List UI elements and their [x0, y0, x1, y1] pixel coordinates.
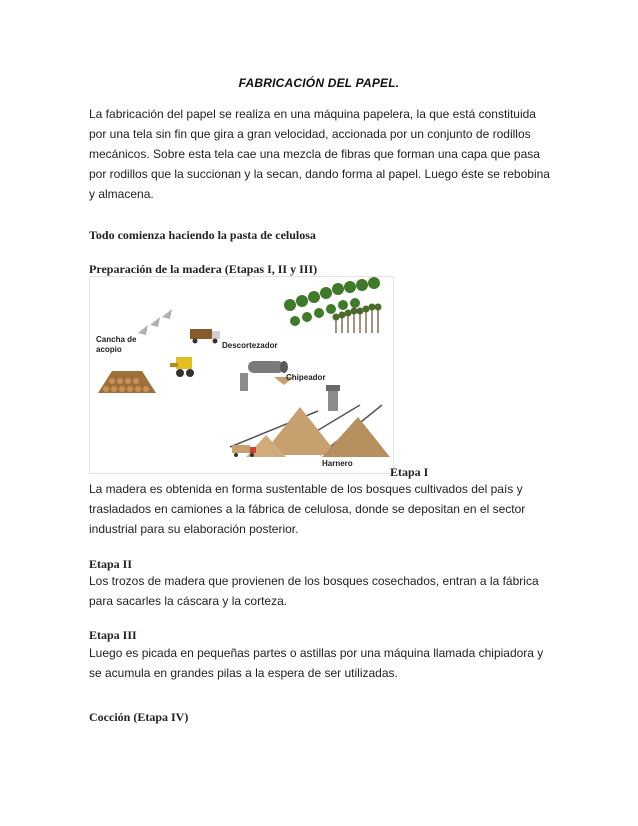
section-heading-pasta: Todo comienza haciendo la pasta de celulosa	[89, 228, 316, 242]
intro-paragraph	[89, 104, 559, 204]
intro-line: por rodillos que la succionan y la secan, dando forma al papel. Luego éste se rebobina	[89, 167, 550, 181]
label-harnero: Harnero	[322, 459, 353, 468]
chipper-machine	[326, 385, 340, 411]
label-cancha-line: acopio	[96, 345, 122, 354]
label-cancha-acopio	[96, 335, 136, 355]
intro-line: La fabricación del papel se realiza en una máquina papelera, la que está constituida	[89, 107, 536, 121]
intro-line: por una tela sin fin que gira a gran velocidad, accionada por un conjunto de rodillos	[89, 127, 531, 141]
etapa-3-line: se acumula en grandes pilas a la espera de ser utilizadas.	[89, 666, 398, 680]
etapa-2-line: para sacarles la cáscara y la corteza.	[89, 594, 288, 608]
diagram-illustration	[90, 277, 393, 473]
label-cancha-line: Cancha de	[96, 335, 137, 344]
intro-line: mecánicos. Sobre esta tela cae una mezcla de fibras que forman una capa que pasa	[89, 147, 540, 161]
small-truck	[232, 445, 256, 457]
etapa-1-caption: Etapa I	[390, 465, 429, 479]
etapa-1-line: trasladados en camiones a la fábrica de celulosa, donde se depositan en el sector	[89, 502, 526, 516]
etapa-3-line: Luego es picada en pequeñas partes o astillas por una máquina llamada chipiadora y	[89, 646, 544, 660]
label-descortezador: Descortezador	[222, 341, 278, 350]
etapa-1-line: industrial para su elaboración posterior.	[89, 522, 299, 536]
log-pile	[98, 371, 156, 393]
flow-arrows	[138, 309, 172, 335]
wood-preparation-diagram	[89, 276, 394, 474]
etapa-3-heading: Etapa III	[89, 628, 137, 642]
etapa-3-paragraph	[89, 643, 559, 683]
forest-trees	[284, 277, 382, 333]
section-heading-preparacion: Preparación de la madera (Etapas I, II y III)	[89, 262, 318, 276]
etapa-2-paragraph	[89, 571, 559, 611]
etapa-1-line: La madera es obtenida en forma sustentable de los bosques cultivados del país y	[89, 482, 523, 496]
loader-vehicle	[170, 357, 194, 377]
document-title: FABRICACIÓN DEL PAPEL.	[238, 76, 400, 90]
label-chipeador: Chipeador	[286, 373, 326, 382]
log-truck	[190, 329, 220, 344]
intro-line: y almacena.	[89, 187, 154, 201]
etapa-2-heading: Etapa II	[89, 557, 133, 571]
etapa-4-heading: Cocción (Etapa IV)	[89, 710, 189, 724]
etapa-2-line: Los trozos de madera que provienen de los bosques cosechados, entran a la fábrica	[89, 574, 539, 588]
etapa-1-paragraph	[89, 479, 559, 539]
